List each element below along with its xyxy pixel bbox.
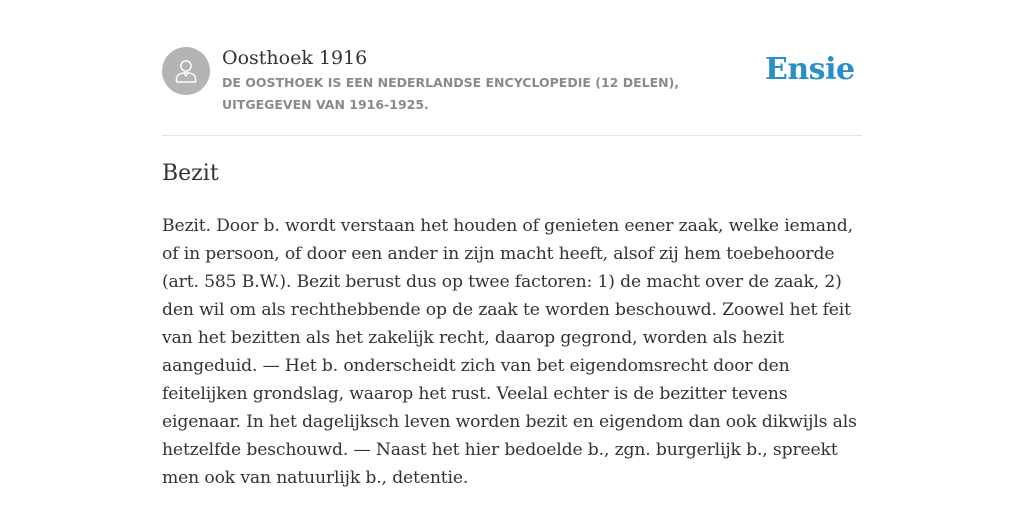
ensie-logo[interactable]: Ensie bbox=[765, 52, 855, 87]
source-description: DE OOSTHOEK IS EEN NEDERLANDSE ENCYCLOPEDIE (12 DELEN), UITGEGEVEN VAN 1916-1925. bbox=[222, 75, 680, 112]
source-title-link[interactable]: Oosthoek 1916 bbox=[222, 47, 368, 69]
entry-body: Bezit. Door b. wordt verstaan het houden of genieten eener zaak, welke iemand, of in persoon, of door een ander in zijn macht heeft, alsof zij hem toebehoorde (art. 585 B.W.). Bezit berust dus op twee factoren: 1) de macht over de zaak, 2) den wil om als rechthebbende op de zaak te worden beschouwd. Zoowel het feit van het bezitten als het zakelijk recht, daarop gegrond, worden als hezit aangeduid. — Het b. onderscheidt zich van bet eigendomsrecht door den feitelijken grondslag, waarop het rust. Veelal echter is de bezitter tevens eigenaar. In het dagelijksch leven worden bezit en eigendom dan ook dikwijls als hetzelfde beschouwd. — Naast het hier bedoelde b., zgn. burgerlijk b., spreekt men ook van natuurlijk b., detentie. bbox=[162, 216, 857, 488]
source-avatar[interactable] bbox=[162, 47, 210, 95]
user-silhouette-icon bbox=[172, 57, 200, 85]
entry-title: Bezit bbox=[162, 161, 219, 186]
header-divider bbox=[162, 135, 862, 136]
